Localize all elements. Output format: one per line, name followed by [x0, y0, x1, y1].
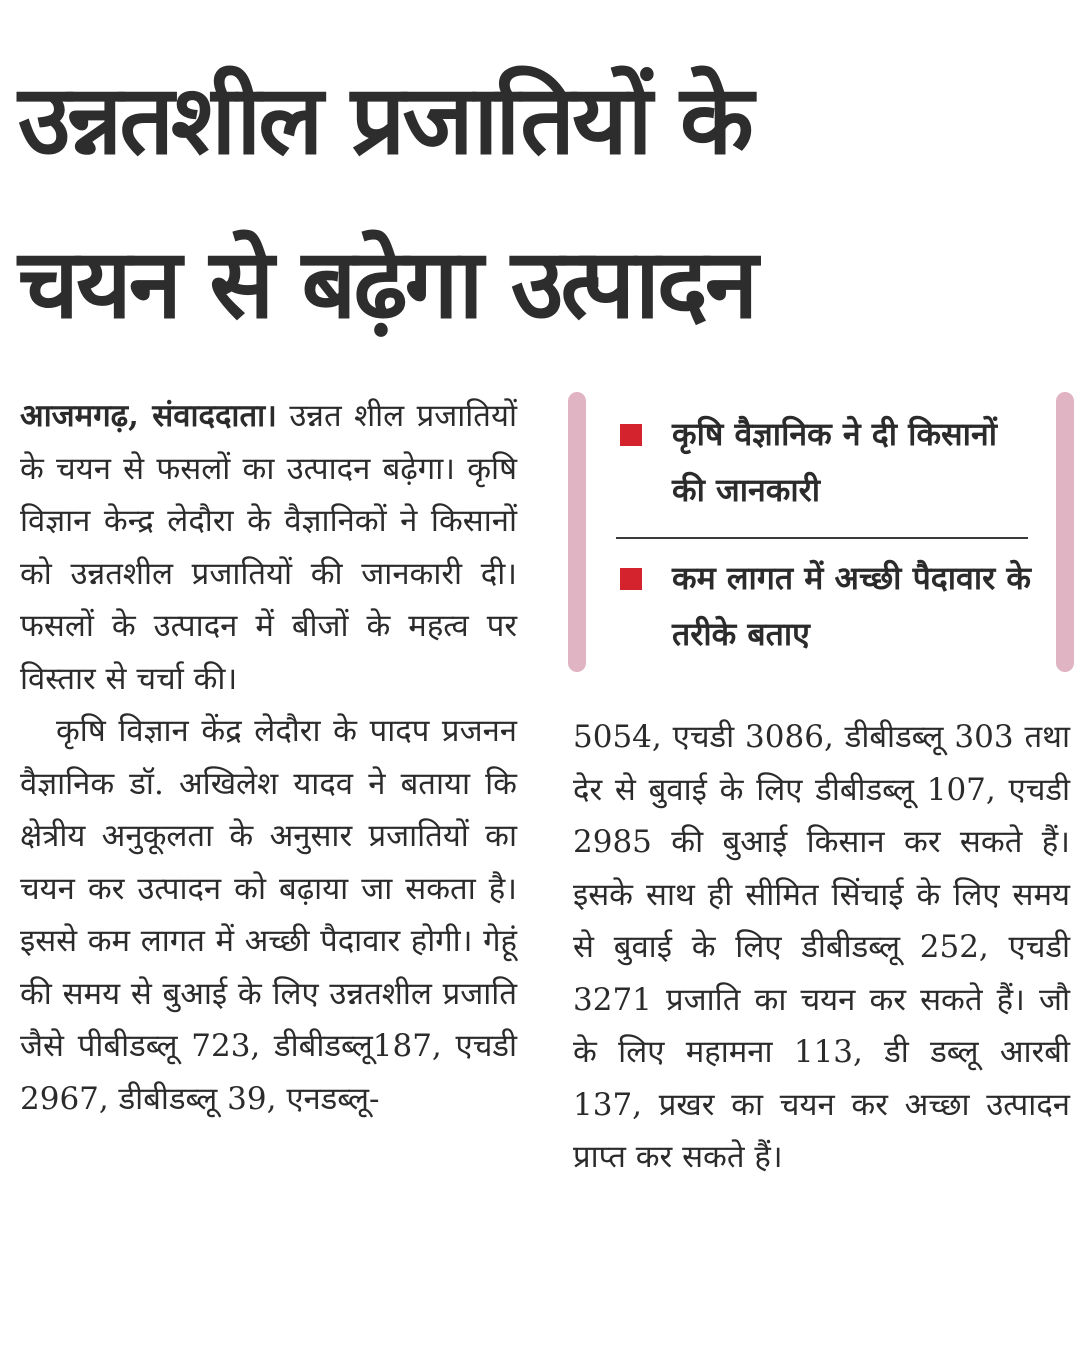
red-square-bullet-icon [620, 568, 642, 590]
divider [616, 537, 1028, 539]
article-paragraph-2-continued: 5054, एचडी 3086, डीबीडब्लू 303 तथा देर से बुवाई के लिए डीबीडब्लू 107, एचडी 2985 की बुआई किसान कर सकते हैं। इसके साथ ही सीमित सिंचाई के लिए समय से बुवाई के लिए डीबीडब्लू 252, एचडी 3271 प्रजाति का चयन कर सकते हैं। जौ के लिए महामना 113, डी डब्लू आरबी 137, प्रखर का चयन कर अच्छा उत्पादन प्राप्त कर सकते हैं। [573, 719, 1070, 1175]
highlights-box [568, 392, 1074, 672]
highlight-text: कम लागत में अच्छी पैदावार के तरीके बताए [672, 559, 1031, 653]
article-paragraph-2: कृषि विज्ञान केंद्र लेदौरा के पादप प्रजनन वैज्ञानिक डॉ. अखिलेश यादव ने बताया कि क्षेत्रीय अनुकूलता के अनुसार प्रजातियों का चयन कर उत्पादन को बढ़ाया जा सकता है। इससे कम लागत में अच्छी पैदावार होगी। गेहूं की समय से बुआई के लिए उन्नतशील प्रजाति जैसे पीबीडब्लू 723, डीबीडब्लू187, एचडी 2967, डीबीडब्लू 39, एनडब्लू- [20, 713, 517, 1117]
left-bracket-decoration [568, 392, 586, 672]
headline-line-1: उन्नतशील प्रजातियों के [18, 64, 751, 176]
highlight-item [620, 550, 1040, 662]
highlight-item [620, 406, 1040, 518]
red-square-bullet-icon [620, 424, 642, 446]
article-column-right [573, 711, 1070, 1184]
article-paragraph-1 [20, 390, 517, 705]
dateline: आजमगढ़, संवाददाता। [20, 398, 277, 434]
right-bracket-decoration [1056, 392, 1074, 672]
headline-line-2: चयन से बढ़ेगा उत्पादन [18, 228, 756, 340]
highlight-text: कृषि वैज्ञानिक ने दी किसानों की जानकारी [672, 415, 998, 509]
article-column-left [20, 390, 517, 1125]
headline [18, 38, 1068, 366]
paragraph-1-text: उन्नत शील प्रजातियों के चयन से फसलों का उत्पादन बढ़ेगा। कृषि विज्ञान केन्द्र लेदौरा के वैज्ञानिकों ने किसानों को उन्नतशील प्रजातियों की जानकारी दी। फसलों के उत्पादन में बीजों के महत्व पर विस्तार से चर्चा की। [20, 398, 517, 697]
